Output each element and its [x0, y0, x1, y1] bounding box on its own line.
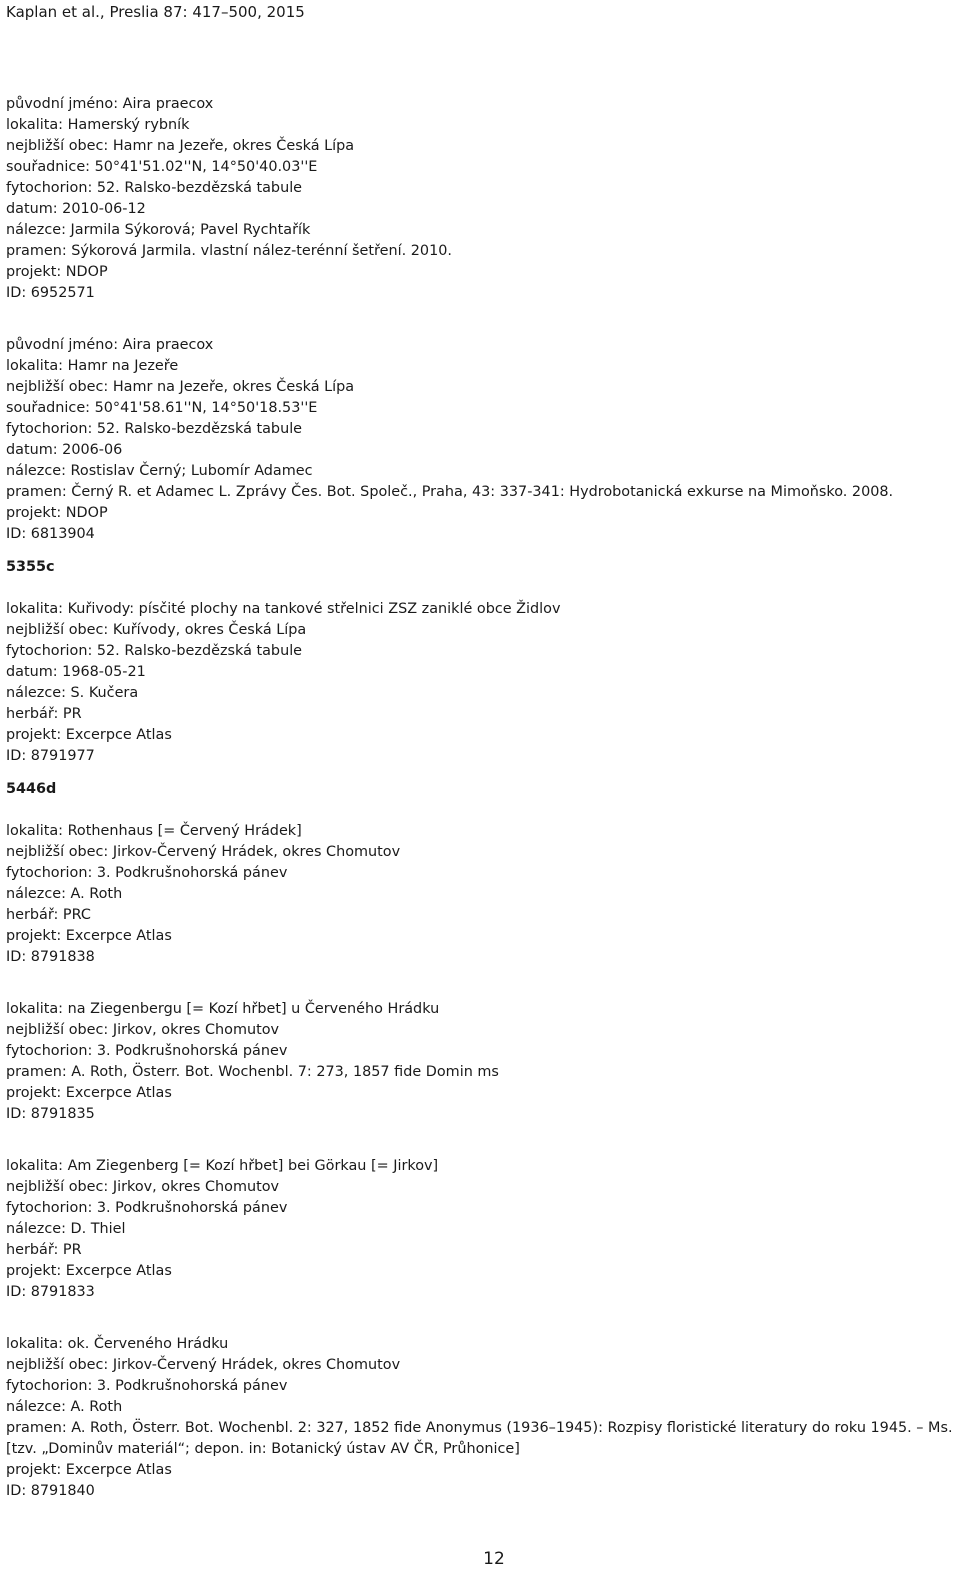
grid-square-heading: 5446d: [6, 781, 57, 797]
phytochorion: fytochorion: 3. Podkrušnohorská pánev: [6, 1378, 288, 1394]
record-id: ID: 8791838: [6, 949, 95, 965]
source: pramen: A. Roth, Österr. Bot. Wochenbl. 2: 327, 1852 fide Anonymus (1936–1945): Rozpisy floristické literatury do roku 1945. – Ms. [tzv. „Dominův materiál“; depon. in: Botanický ústav AV ČR, Průhonice]: [6, 1420, 953, 1457]
locality: lokalita: na Ziegenbergu [= Kozí hřbet] u Červeného Hrádku: [6, 1001, 440, 1017]
nearest-town: nejbližší obec: Hamr na Jezeře, okres Česká Lípa: [6, 379, 355, 395]
record-id: ID: 6952571: [6, 285, 95, 301]
record-id: ID: 8791840: [6, 1483, 95, 1499]
project: projekt: Excerpce Atlas: [6, 1085, 172, 1101]
record: [6, 1156, 956, 1303]
nearest-town: nejbližší obec: Jirkov-Červený Hrádek, okres Chomutov: [6, 1357, 401, 1373]
coordinates: souřadnice: 50°41'51.02''N, 14°50'40.03''E: [6, 159, 318, 175]
collector: nálezce: S. Kučera: [6, 685, 139, 701]
nearest-town: nejbližší obec: Jirkov-Červený Hrádek, okres Chomutov: [6, 844, 401, 860]
phytochorion: fytochorion: 52. Ralsko-bezdězská tabule: [6, 180, 303, 196]
collector: nálezce: A. Roth: [6, 886, 123, 902]
collector: nálezce: D. Thiel: [6, 1221, 126, 1237]
project: projekt: Excerpce Atlas: [6, 1462, 172, 1478]
record: [6, 999, 956, 1125]
nearest-town: nejbližší obec: Kuřívody, okres Česká Lípa: [6, 622, 307, 638]
phytochorion: fytochorion: 52. Ralsko-bezdězská tabule: [6, 421, 303, 437]
page-number: 12: [483, 1549, 505, 1569]
locality: lokalita: Rothenhaus [= Červený Hrádek]: [6, 823, 302, 839]
project: projekt: Excerpce Atlas: [6, 928, 172, 944]
collector: nálezce: A. Roth: [6, 1399, 123, 1415]
record: [6, 1334, 956, 1502]
source: pramen: Černý R. et Adamec L. Zprávy Čes. Bot. Společ., Praha, 43: 337-341: Hydrobotanická exkurse na Mimoňsko. 2008.: [6, 484, 894, 500]
project: projekt: NDOP: [6, 264, 108, 280]
record: [6, 599, 956, 767]
date: datum: 1968-05-21: [6, 664, 146, 680]
herbarium: herbář: PR: [6, 706, 82, 722]
collector: nálezce: Jarmila Sýkorová; Pavel Rychtařík: [6, 222, 311, 238]
record-list: [6, 94, 956, 1502]
project: projekt: NDOP: [6, 505, 108, 521]
project: projekt: Excerpce Atlas: [6, 727, 172, 743]
locality: lokalita: Am Ziegenberg [= Kozí hřbet] bei Görkau [= Jirkov]: [6, 1158, 439, 1174]
phytochorion: fytochorion: 52. Ralsko-bezdězská tabule: [6, 643, 303, 659]
date: datum: 2006-06: [6, 442, 123, 458]
nearest-town: nejbližší obec: Jirkov, okres Chomutov: [6, 1022, 280, 1038]
coordinates: souřadnice: 50°41'58.61''N, 14°50'18.53''E: [6, 400, 318, 416]
phytochorion: fytochorion: 3. Podkrušnohorská pánev: [6, 1200, 288, 1216]
project: projekt: Excerpce Atlas: [6, 1263, 172, 1279]
nearest-town: nejbližší obec: Hamr na Jezeře, okres Česká Lípa: [6, 138, 355, 154]
record: [6, 821, 956, 968]
locality: lokalita: Hamr na Jezeře: [6, 358, 179, 374]
locality: lokalita: Hamerský rybník: [6, 117, 190, 133]
collector: nálezce: Rostislav Černý; Lubomír Adamec: [6, 463, 313, 479]
phytochorion: fytochorion: 3. Podkrušnohorská pánev: [6, 1043, 288, 1059]
locality: lokalita: Kuřivody: písčité plochy na tankové střelnici ZSZ zaniklé obce Židlov: [6, 601, 561, 617]
source: pramen: Sýkorová Jarmila. vlastní nález-terénní šetření. 2010.: [6, 243, 452, 259]
grid-square-heading: 5355c: [6, 559, 55, 575]
record-id: ID: 8791833: [6, 1284, 95, 1300]
record: [6, 94, 956, 304]
record-id: ID: 6813904: [6, 526, 95, 542]
date: datum: 2010-06-12: [6, 201, 146, 217]
record: [6, 335, 956, 545]
running-head: Kaplan et al., Preslia 87: 417–500, 2015: [6, 3, 305, 21]
herbarium: herbář: PR: [6, 1242, 82, 1258]
original-name: původní jméno: Aira praecox: [6, 337, 214, 353]
phytochorion: fytochorion: 3. Podkrušnohorská pánev: [6, 865, 288, 881]
original-name: původní jméno: Aira praecox: [6, 96, 214, 112]
source: pramen: A. Roth, Österr. Bot. Wochenbl. 7: 273, 1857 fide Domin ms: [6, 1064, 499, 1080]
nearest-town: nejbližší obec: Jirkov, okres Chomutov: [6, 1179, 280, 1195]
record-id: ID: 8791835: [6, 1106, 95, 1122]
record-id: ID: 8791977: [6, 748, 95, 764]
locality: lokalita: ok. Červeného Hrádku: [6, 1336, 229, 1352]
herbarium: herbář: PRC: [6, 907, 91, 923]
